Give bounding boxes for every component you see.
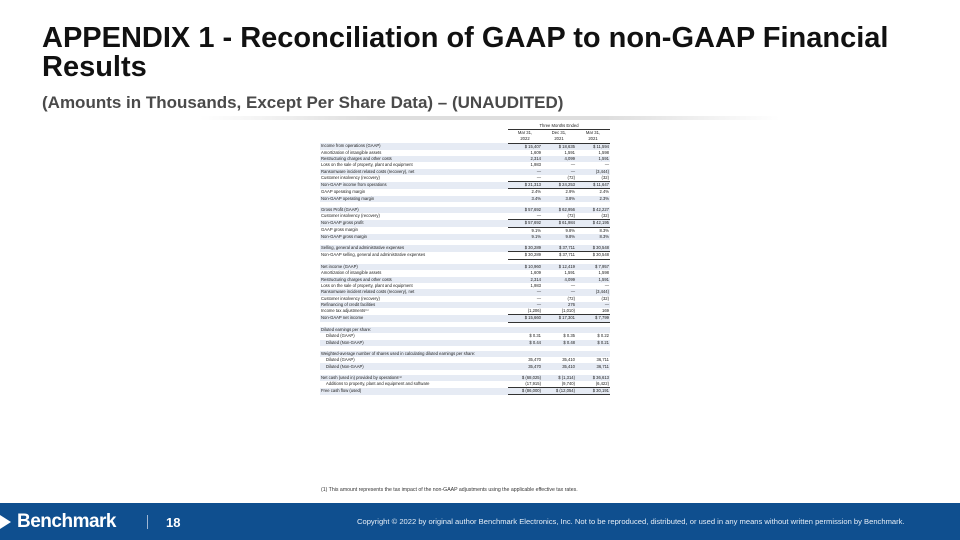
row-label: Non-GAAP selling, general and administrative expenses xyxy=(321,252,426,258)
column-header-month: Mar 31, xyxy=(585,130,601,136)
row-value: 1,609 xyxy=(530,149,541,155)
row-value: (32) xyxy=(601,295,609,301)
row-value: $ 37,711 xyxy=(542,245,576,252)
benchmark-logo xyxy=(0,512,116,532)
row-label: Amortization of intangible assets xyxy=(321,270,382,276)
row-value: $ 0.48 xyxy=(542,340,576,346)
row-value: $ 57,692 xyxy=(508,207,542,213)
row-label: Net cash (used in) provided by operations⁽¹⁾ xyxy=(320,375,508,381)
table-row xyxy=(320,388,610,395)
row-value: $ (68,025) xyxy=(508,375,542,381)
row-value: (9,740) xyxy=(542,381,576,388)
table-body xyxy=(320,143,610,395)
row-value: $ 62,956 xyxy=(542,207,576,213)
row-value: (32) xyxy=(576,213,610,220)
row-value: $ 11,647 xyxy=(576,182,610,189)
row-value: $ 0.31 xyxy=(529,333,541,339)
row-value: $ 15,660 xyxy=(508,315,542,322)
table-row xyxy=(320,308,610,315)
table-row xyxy=(320,315,610,322)
row-label: Income tax adjustments⁽¹⁾ xyxy=(321,308,369,314)
row-value: 2.9% xyxy=(565,189,575,195)
row-value: 1,591 xyxy=(564,149,575,155)
row-value: 35,410 xyxy=(542,363,576,369)
table-row xyxy=(320,189,610,196)
row-value: — xyxy=(576,302,610,308)
row-value: 1,609 xyxy=(530,270,541,276)
row-value: — xyxy=(570,162,575,168)
table-row xyxy=(320,245,610,252)
row-value: 2.4% xyxy=(599,189,609,195)
row-value: 35,470 xyxy=(528,357,541,363)
table-row xyxy=(320,213,610,220)
row-value: — xyxy=(508,302,542,308)
row-value: 9.1% xyxy=(508,234,542,240)
period-header: Three Months Ended xyxy=(508,123,610,130)
row-value: $ 30,289 xyxy=(508,252,542,259)
row-label: Income from operations (GAAP) xyxy=(320,143,508,150)
header-blank xyxy=(320,123,508,130)
row-label: Loss on the sale of property, plant and equipment xyxy=(321,162,413,168)
row-value: 2,314 xyxy=(508,156,542,162)
row-value: $ (1,314) xyxy=(542,375,576,381)
row-label: Additions to property, plant and equipment and software xyxy=(326,381,430,387)
row-value: 9.1% xyxy=(531,227,541,233)
row-value: $ 30,548 xyxy=(576,245,610,252)
row-value: $ 7,957 xyxy=(576,264,610,270)
table-row xyxy=(320,252,610,259)
row-value: 2,314 xyxy=(508,277,542,283)
row-value: $ 24,253 xyxy=(542,182,576,189)
row-label: Amortization of intangible assets xyxy=(321,149,382,155)
table-row xyxy=(320,220,610,227)
row-label: Diluted (GAAP) xyxy=(326,357,355,363)
row-value: — xyxy=(536,295,541,301)
row-value: $ 30,191 xyxy=(576,388,610,395)
row-label: GAAP gross margin xyxy=(321,227,358,233)
row-label: Restructuring charges and other costs xyxy=(320,156,508,162)
row-value: $ 18,635 xyxy=(542,143,576,150)
row-value: $ 30,289 xyxy=(508,245,542,252)
row-label: Net income (GAAP) xyxy=(320,264,508,270)
row-value: 8.3% xyxy=(576,234,610,240)
row-label: Ransomware incident related costs (recovery), net xyxy=(320,169,508,175)
row-value: 276 xyxy=(542,302,576,308)
row-value: $ 42,227 xyxy=(576,207,610,213)
copyright-text: Copyright © 2022 by original author Benchmark Electronics, Inc. Not to be reproduced, distributed, or used in any means without written permission by Benchmark. xyxy=(357,517,905,526)
row-value: $ 0.22 xyxy=(597,333,609,339)
row-value: 36,711 xyxy=(576,363,610,369)
row-value: $ 11,594 xyxy=(576,143,610,150)
row-value: (6,422) xyxy=(576,381,610,388)
footnote: (1) This amount represents the tax impact of the non-GAAP adjustments using the applicable effective tax rates. xyxy=(321,487,578,493)
row-value: 1,983 xyxy=(530,282,541,288)
row-value: 3.8% xyxy=(542,196,576,202)
row-value: (72) xyxy=(542,213,576,220)
column-header-month: Dec 31, xyxy=(551,130,567,136)
row-value: 36,711 xyxy=(596,357,609,363)
row-label: Loss on the sale of property, plant and equipment xyxy=(321,282,413,288)
row-label: Refinancing of credit facilities xyxy=(320,302,508,308)
row-value: 2.3% xyxy=(576,196,610,202)
page-title: APPENDIX 1 - Reconciliation of GAAP to non-GAAP Financial Results xyxy=(42,22,889,83)
logo-text: Benchmark xyxy=(17,511,116,532)
logo-arrow-icon xyxy=(0,515,11,529)
row-value: $ 36,613 xyxy=(576,375,610,381)
reconciliation-table-container xyxy=(320,123,610,395)
footer-bar xyxy=(0,503,960,540)
footer-separator xyxy=(147,515,148,529)
row-value: $ 0.35 xyxy=(563,333,575,339)
row-value: (72) xyxy=(567,295,575,301)
row-value: (1,010) xyxy=(542,308,576,315)
row-label: Non-GAAP gross profit xyxy=(320,220,508,227)
row-value: — xyxy=(542,289,576,295)
row-value: 1,591 xyxy=(576,277,610,283)
row-value: 35,470 xyxy=(508,363,542,369)
row-value: 8.3% xyxy=(599,227,609,233)
row-value: — xyxy=(604,162,609,168)
row-label: Diluted (Non-GAAP) xyxy=(320,340,508,346)
row-value: 35,410 xyxy=(562,357,575,363)
row-value: 4,099 xyxy=(542,277,576,283)
row-value: $ 0.21 xyxy=(576,340,610,346)
row-value: 169 xyxy=(576,308,610,315)
row-value: $ (86,000) xyxy=(508,388,542,395)
row-label: Non-GAAP net income xyxy=(320,315,508,322)
page-number: 18 xyxy=(166,515,181,530)
row-value: $ (12,054) xyxy=(542,388,576,395)
column-header-month: Mar 31, xyxy=(517,130,533,136)
row-value: 1,598 xyxy=(598,149,609,155)
table-row xyxy=(320,175,610,182)
row-label: Non-GAAP income from operations xyxy=(320,182,508,189)
row-value: 4,099 xyxy=(542,156,576,162)
subtitle-divider xyxy=(200,116,780,120)
row-value: 1,983 xyxy=(530,162,541,168)
row-value: — xyxy=(570,282,575,288)
row-value: 3.4% xyxy=(508,196,542,202)
row-value: 1,598 xyxy=(598,270,609,276)
row-value: — xyxy=(508,213,542,220)
row-label: Customer insolvency (recovery) xyxy=(321,295,380,301)
header-blank xyxy=(320,136,508,143)
row-value: (3,444) xyxy=(576,169,610,175)
row-label: Diluted (Non-GAAP) xyxy=(320,363,508,369)
row-label: Free cash flow (used) xyxy=(320,388,508,395)
row-value: (3,444) xyxy=(576,289,610,295)
table-row xyxy=(320,182,610,189)
row-value: — xyxy=(508,169,542,175)
row-label: Customer insolvency (recovery) xyxy=(321,213,380,219)
row-value: $ 12,419 xyxy=(542,264,576,270)
table-row xyxy=(320,143,610,150)
row-label: Restructuring charges and other costs xyxy=(320,277,508,283)
row-value: $ 10,960 xyxy=(508,264,542,270)
row-value: $ 61,984 xyxy=(542,220,576,227)
row-value: $ 37,711 xyxy=(542,252,576,259)
column-header-year: 2021 xyxy=(576,136,610,143)
row-label: Selling, general and administrative expenses xyxy=(320,245,508,252)
reconciliation-table xyxy=(320,123,610,395)
row-value: (72) xyxy=(542,175,576,182)
row-value: (1,206) xyxy=(508,308,542,315)
header-blank xyxy=(320,130,508,137)
row-label: Gross Profit (GAAP) xyxy=(320,207,508,213)
row-value: 1,591 xyxy=(564,270,575,276)
column-header-year: 2022 xyxy=(508,136,542,143)
row-value: $ 42,195 xyxy=(576,220,610,227)
row-label: Diluted earnings per share: xyxy=(320,327,508,333)
row-value: (17,915) xyxy=(508,381,542,388)
table-row xyxy=(320,227,610,234)
row-value: (32) xyxy=(576,175,610,182)
row-value: 2.4% xyxy=(531,189,541,195)
row-value: $ 57,692 xyxy=(508,220,542,227)
table-row xyxy=(320,381,610,388)
row-value: — xyxy=(508,289,542,295)
page-subtitle: (Amounts in Thousands, Except Per Share Data) – (UNAUDITED) xyxy=(42,93,564,112)
row-label: Ransomware incident related costs (recovery), net xyxy=(320,289,508,295)
row-label: GAAP operating margin xyxy=(321,189,366,195)
row-value: — xyxy=(542,169,576,175)
row-value: $ 0.44 xyxy=(508,340,542,346)
row-label: Non-GAAP gross margin xyxy=(320,234,508,240)
row-value: 9.8% xyxy=(542,234,576,240)
column-header-year: 2021 xyxy=(542,136,576,143)
row-value: $ 15,407 xyxy=(508,143,542,150)
row-label: Diluted (GAAP) xyxy=(326,333,355,339)
row-value: $ 7,799 xyxy=(576,315,610,322)
row-label: Customer insolvency (recovery) xyxy=(321,175,380,181)
row-label: Non-GAAP operating margin xyxy=(320,196,508,202)
row-label: Weighted-average number of shares used in calculating diluted earnings per share: xyxy=(320,351,508,357)
row-value: 9.8% xyxy=(565,227,575,233)
row-value: $ 21,313 xyxy=(508,182,542,189)
row-value: — xyxy=(604,282,609,288)
row-value: 1,591 xyxy=(576,156,610,162)
row-value: $ 17,301 xyxy=(542,315,576,322)
row-value: $ 30,548 xyxy=(576,252,610,259)
row-value: — xyxy=(508,175,542,182)
